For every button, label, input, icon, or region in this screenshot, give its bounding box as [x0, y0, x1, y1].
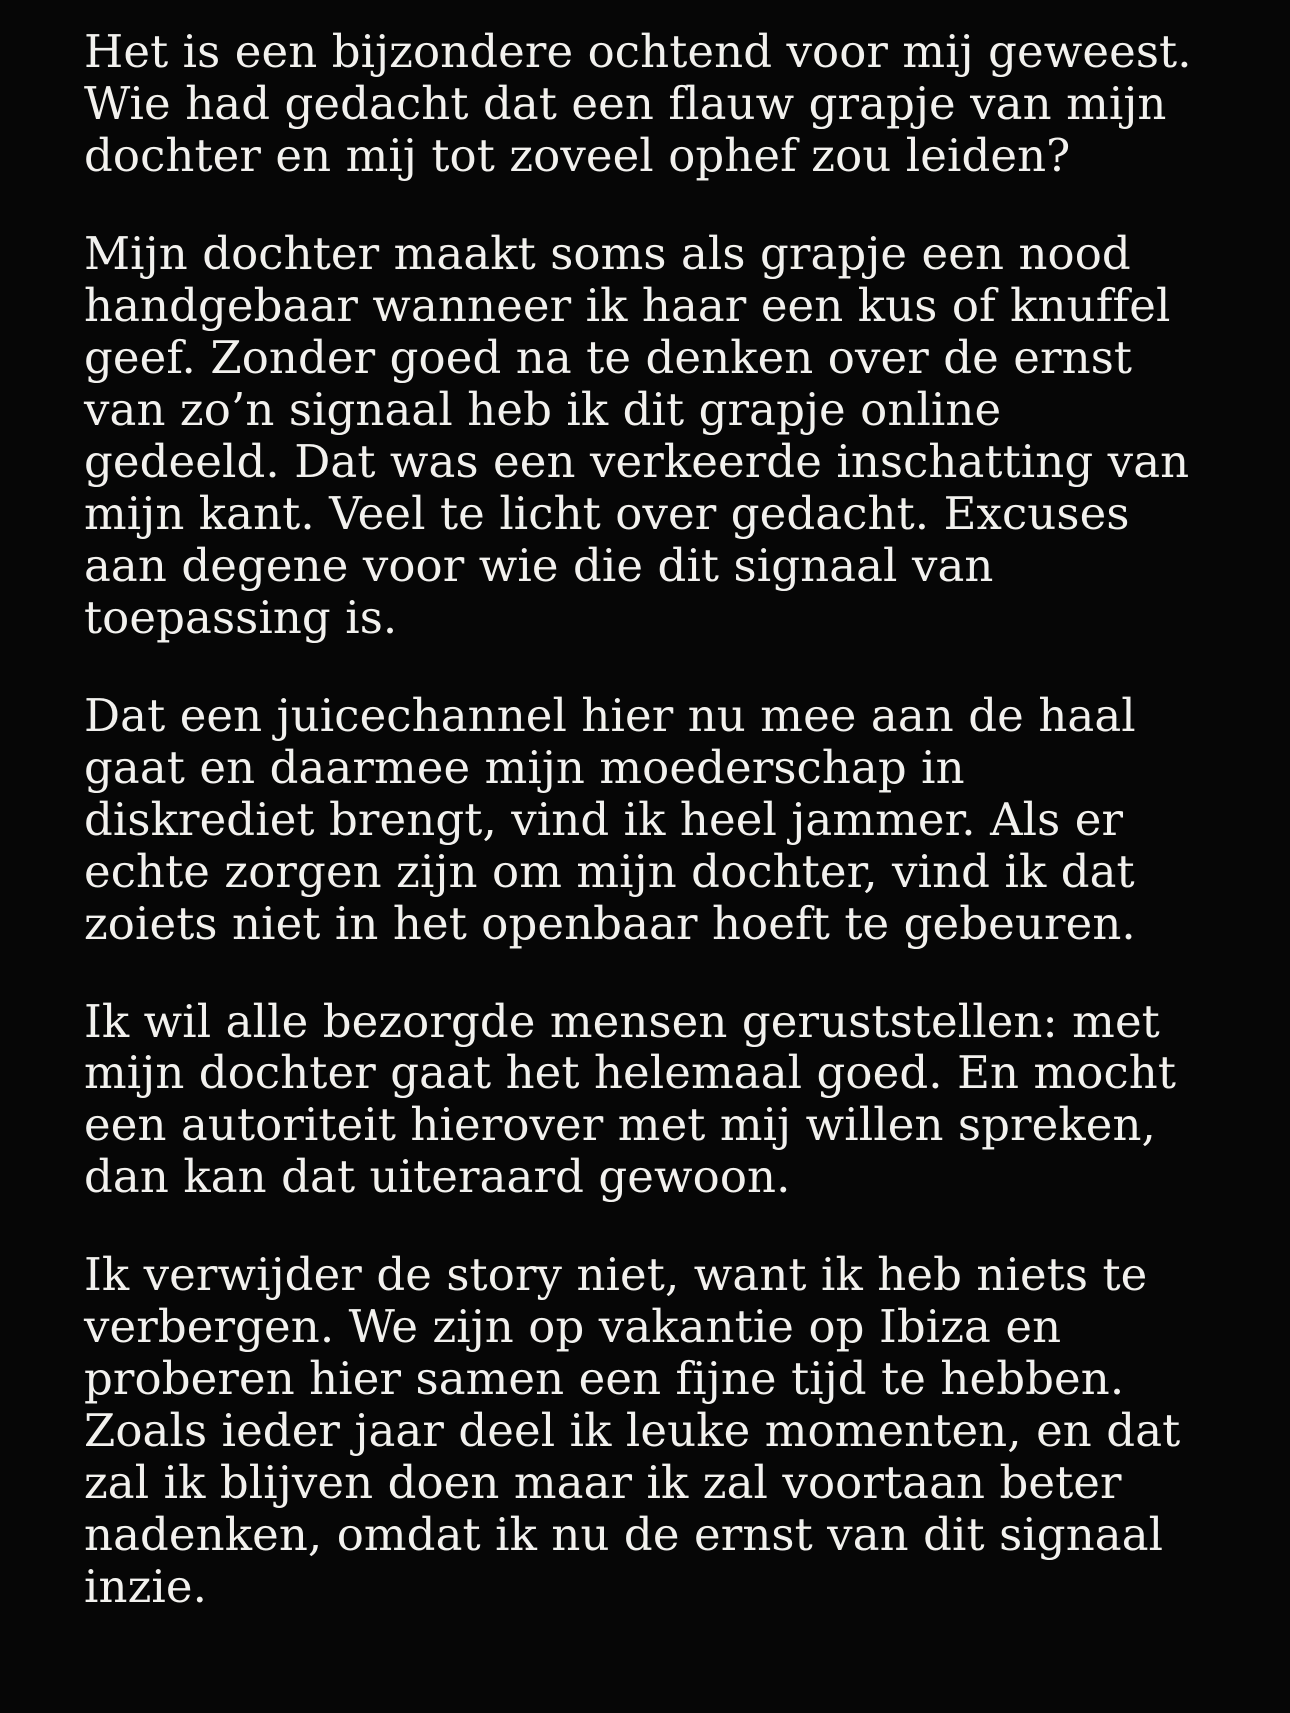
statement-paragraph-1: Het is een bijzondere ochtend voor mij geweest. Wie had gedacht dat een flauw grapje van mijn dochter en mij tot zoveel ophef zou leiden? [84, 25, 1192, 182]
statement-paragraph-3: Dat een juicechannel hier nu mee aan de haal gaat en daarmee mijn moederschap in diskrediet brengt, vind ik heel jammer. Als er echte zorgen zijn om mijn dochter, vind ik dat zoiets niet in het openbaar hoeft te gebeuren. [84, 688, 1136, 950]
statement-paragraph-2: Mijn dochter maakt soms als grapje een nood handgebaar wanneer ik haar een kus of knuffel geef. Zonder goed na te denken over de ernst van zo’n signaal heb ik dit grapje online gedeeld. Dat was een verkeerde inschatting van mijn kant. Veel te licht over gedacht. Excuses aan degene voor wie die dit signaal van toepassing is. [84, 226, 1190, 644]
statement-text-block [84, 26, 1200, 1613]
statement-paragraph-5: Ik verwijder de story niet, want ik heb niets te verbergen. We zijn op vakantie op Ibiza en proberen hier samen een fijne tijd te hebben. Zoals ieder jaar deel ik leuke momenten, en dat zal ik blijven doen maar ik zal voortaan beter nadenken, omdat ik nu de ernst van dit signaal inzie. [84, 1248, 1181, 1614]
statement-paragraph-4: Ik wil alle bezorgde mensen geruststellen: met mijn dochter gaat het helemaal goed. En mocht een autoriteit hierover met mij willen spreken, dan kan dat uiteraard gewoon. [84, 994, 1177, 1204]
